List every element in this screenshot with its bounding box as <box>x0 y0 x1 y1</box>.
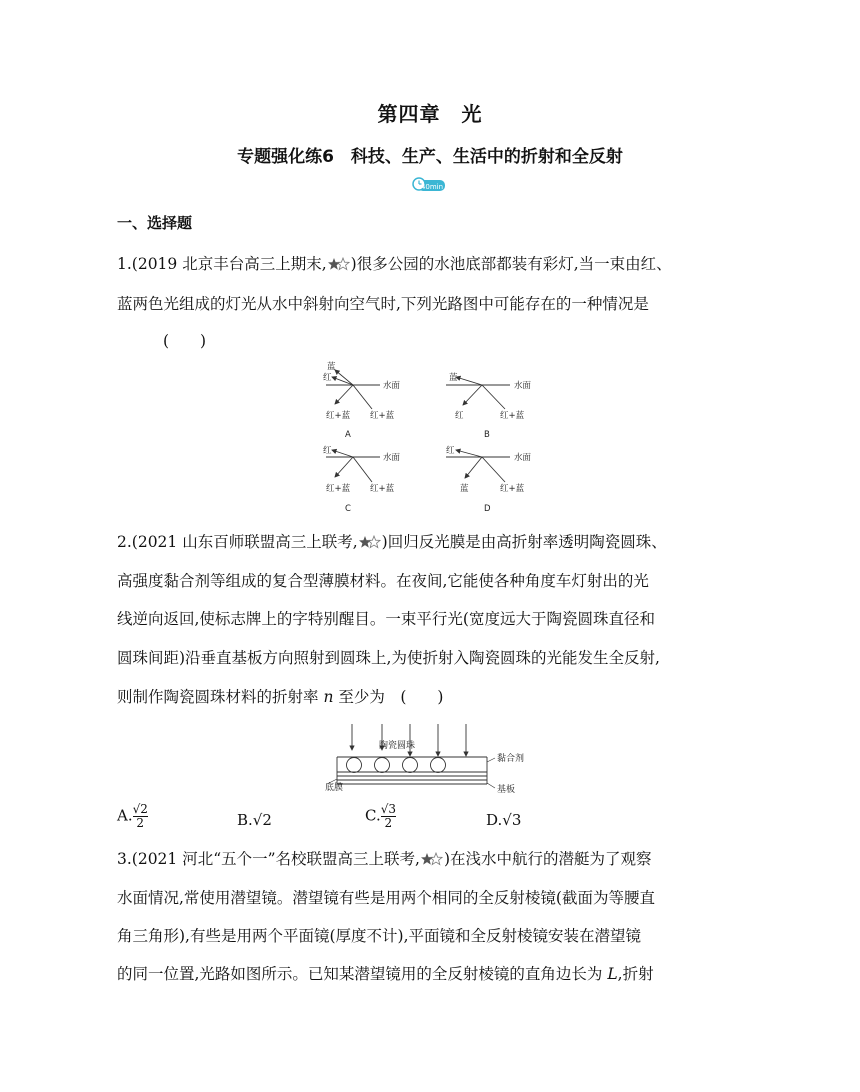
q3-line-4-a: 的同一位置,光路如图所示。已知某潜望镜用的全反射棱镜的直角边长为 <box>117 965 608 983</box>
diagram-b-water-label: 水面 <box>514 381 532 391</box>
chapter-title: 第四章 光 <box>377 102 483 126</box>
difficulty-star-icon <box>328 256 350 276</box>
option-b[interactable] <box>237 811 272 829</box>
q2-line-5 <box>117 687 443 707</box>
diagram-d-bottom-left: 蓝 <box>460 484 469 494</box>
diagram-c-bottom-right: 红+蓝 <box>370 484 395 494</box>
q1-text-a: )很多公园的水池底部都装有彩灯,当一束由红、 <box>350 255 672 273</box>
diagram-c-letter: C <box>345 504 351 514</box>
diagram-d-bottom-right: 红+蓝 <box>500 484 525 494</box>
edge-length-variable: L <box>607 965 618 983</box>
clock-time-badge <box>412 177 446 193</box>
diagram-c-bottom-left: 红+蓝 <box>326 484 351 494</box>
q2-line-2: 高强度黏合剂等组成的复合型薄膜材料。在夜间,它能使各种角度车灯射出的光 <box>117 572 649 590</box>
q1-line-2: 蓝两色光组成的灯光从水中斜射向空气时,下列光路图中可能存在的一种情况是 <box>117 295 649 313</box>
q2-text-a: )回归反光膜是由高折射率透明陶瓷圆珠、 <box>381 533 667 551</box>
q2-source: 2.(2021 山东百师联盟高三上联考, <box>117 533 358 551</box>
diagram-a-blue-label: 蓝 <box>327 362 336 372</box>
q3-line-2: 水面情况,常使用潜望镜。潜望镜有些是用两个相同的全反射棱镜(截面为等腰直 <box>117 889 655 907</box>
option-c-num: √3 <box>380 802 396 816</box>
q2-line-5-a: 则制作陶瓷圆珠材料的折射率 <box>117 688 324 706</box>
q1-answer-bracket: ( ) <box>163 332 207 350</box>
option-c-den: 2 <box>384 816 393 830</box>
diagram-a-bottom-right: 红+蓝 <box>370 411 395 421</box>
difficulty-star-icon <box>421 851 443 871</box>
q2-line-1 <box>117 532 667 554</box>
q1-line-1 <box>117 254 672 276</box>
diagram-c-water-label: 水面 <box>383 453 401 463</box>
bead-label: 陶瓷圆珠 <box>379 741 416 751</box>
diagram-d-red-label: 红 <box>446 446 455 456</box>
part-heading: 一、选择题 <box>117 214 193 232</box>
diagram-a <box>323 361 401 440</box>
time-badge-label: 40min <box>420 183 444 191</box>
diagram-d-water-label: 水面 <box>514 453 532 463</box>
diagram-b <box>446 372 532 440</box>
refractive-index-variable: n <box>323 688 334 706</box>
difficulty-star-icon <box>359 534 381 554</box>
reflective-film-diagram <box>325 722 555 800</box>
q3-line-4-b: ,折射 <box>617 965 654 983</box>
q3-line-4 <box>117 964 654 984</box>
diagram-c-red-label: 红 <box>323 446 332 456</box>
option-d[interactable] <box>486 811 521 829</box>
diagram-b-letter: B <box>484 430 490 440</box>
q1-source: 1.(2019 北京丰台高三上期末, <box>117 255 327 273</box>
q3-text-a: )在浅水中航行的潜艇为了观察 <box>444 850 652 868</box>
diagram-b-blue-label: 蓝 <box>449 373 458 383</box>
diagram-a-letter: A <box>345 430 351 440</box>
section-title: 专题强化练6 科技、生产、生活中的折射和全反射 <box>237 147 623 167</box>
option-a[interactable] <box>117 803 148 830</box>
q3-source: 3.(2021 河北“五个一”名校联盟高三上联考, <box>117 850 420 868</box>
base-label: 基板 <box>497 785 516 795</box>
q3-line-3: 角三角形),有些是用两个平面镜(厚度不计),平面镜和全反射棱镜安装在潜望镜 <box>117 927 641 945</box>
option-c[interactable] <box>365 803 396 830</box>
option-c-prefix: C. <box>365 806 381 825</box>
option-b-value: √2 <box>252 811 272 829</box>
diagram-a-bottom-left: 红+蓝 <box>326 411 351 421</box>
glue-label: 黏合剂 <box>497 754 525 764</box>
diagram-c <box>323 445 401 514</box>
option-a-num: √2 <box>132 802 148 816</box>
option-c-fraction <box>381 803 396 830</box>
film-label: 底膜 <box>325 783 344 793</box>
option-a-den: 2 <box>136 816 145 830</box>
diagram-b-bottom-right: 红+蓝 <box>500 411 525 421</box>
option-d-value: √3 <box>502 811 522 829</box>
q2-line-3: 线逆向返回,使标志牌上的字特别醒目。一束平行光(宽度远大于陶瓷圆珠直径和 <box>117 610 655 628</box>
diagram-a-red-label: 红 <box>323 373 332 383</box>
light-path-diagrams <box>310 360 540 516</box>
diagram-a-water-label: 水面 <box>383 381 401 391</box>
diagram-d-letter: D <box>484 504 491 514</box>
q2-line-5-b: 至少为 ( ) <box>333 688 444 706</box>
clock-icon <box>412 177 446 193</box>
option-b-prefix: B. <box>237 811 253 829</box>
option-a-fraction <box>133 803 148 830</box>
option-d-prefix: D. <box>486 811 503 829</box>
diagram-d <box>446 445 532 514</box>
option-a-prefix: A. <box>117 806 133 825</box>
q2-line-4: 圆珠间距)沿垂直基板方向照射到圆珠上,为使折射入陶瓷圆珠的光能发生全反射, <box>117 649 660 667</box>
q3-line-1 <box>117 849 652 871</box>
diagram-b-bottom-left: 红 <box>455 411 464 421</box>
